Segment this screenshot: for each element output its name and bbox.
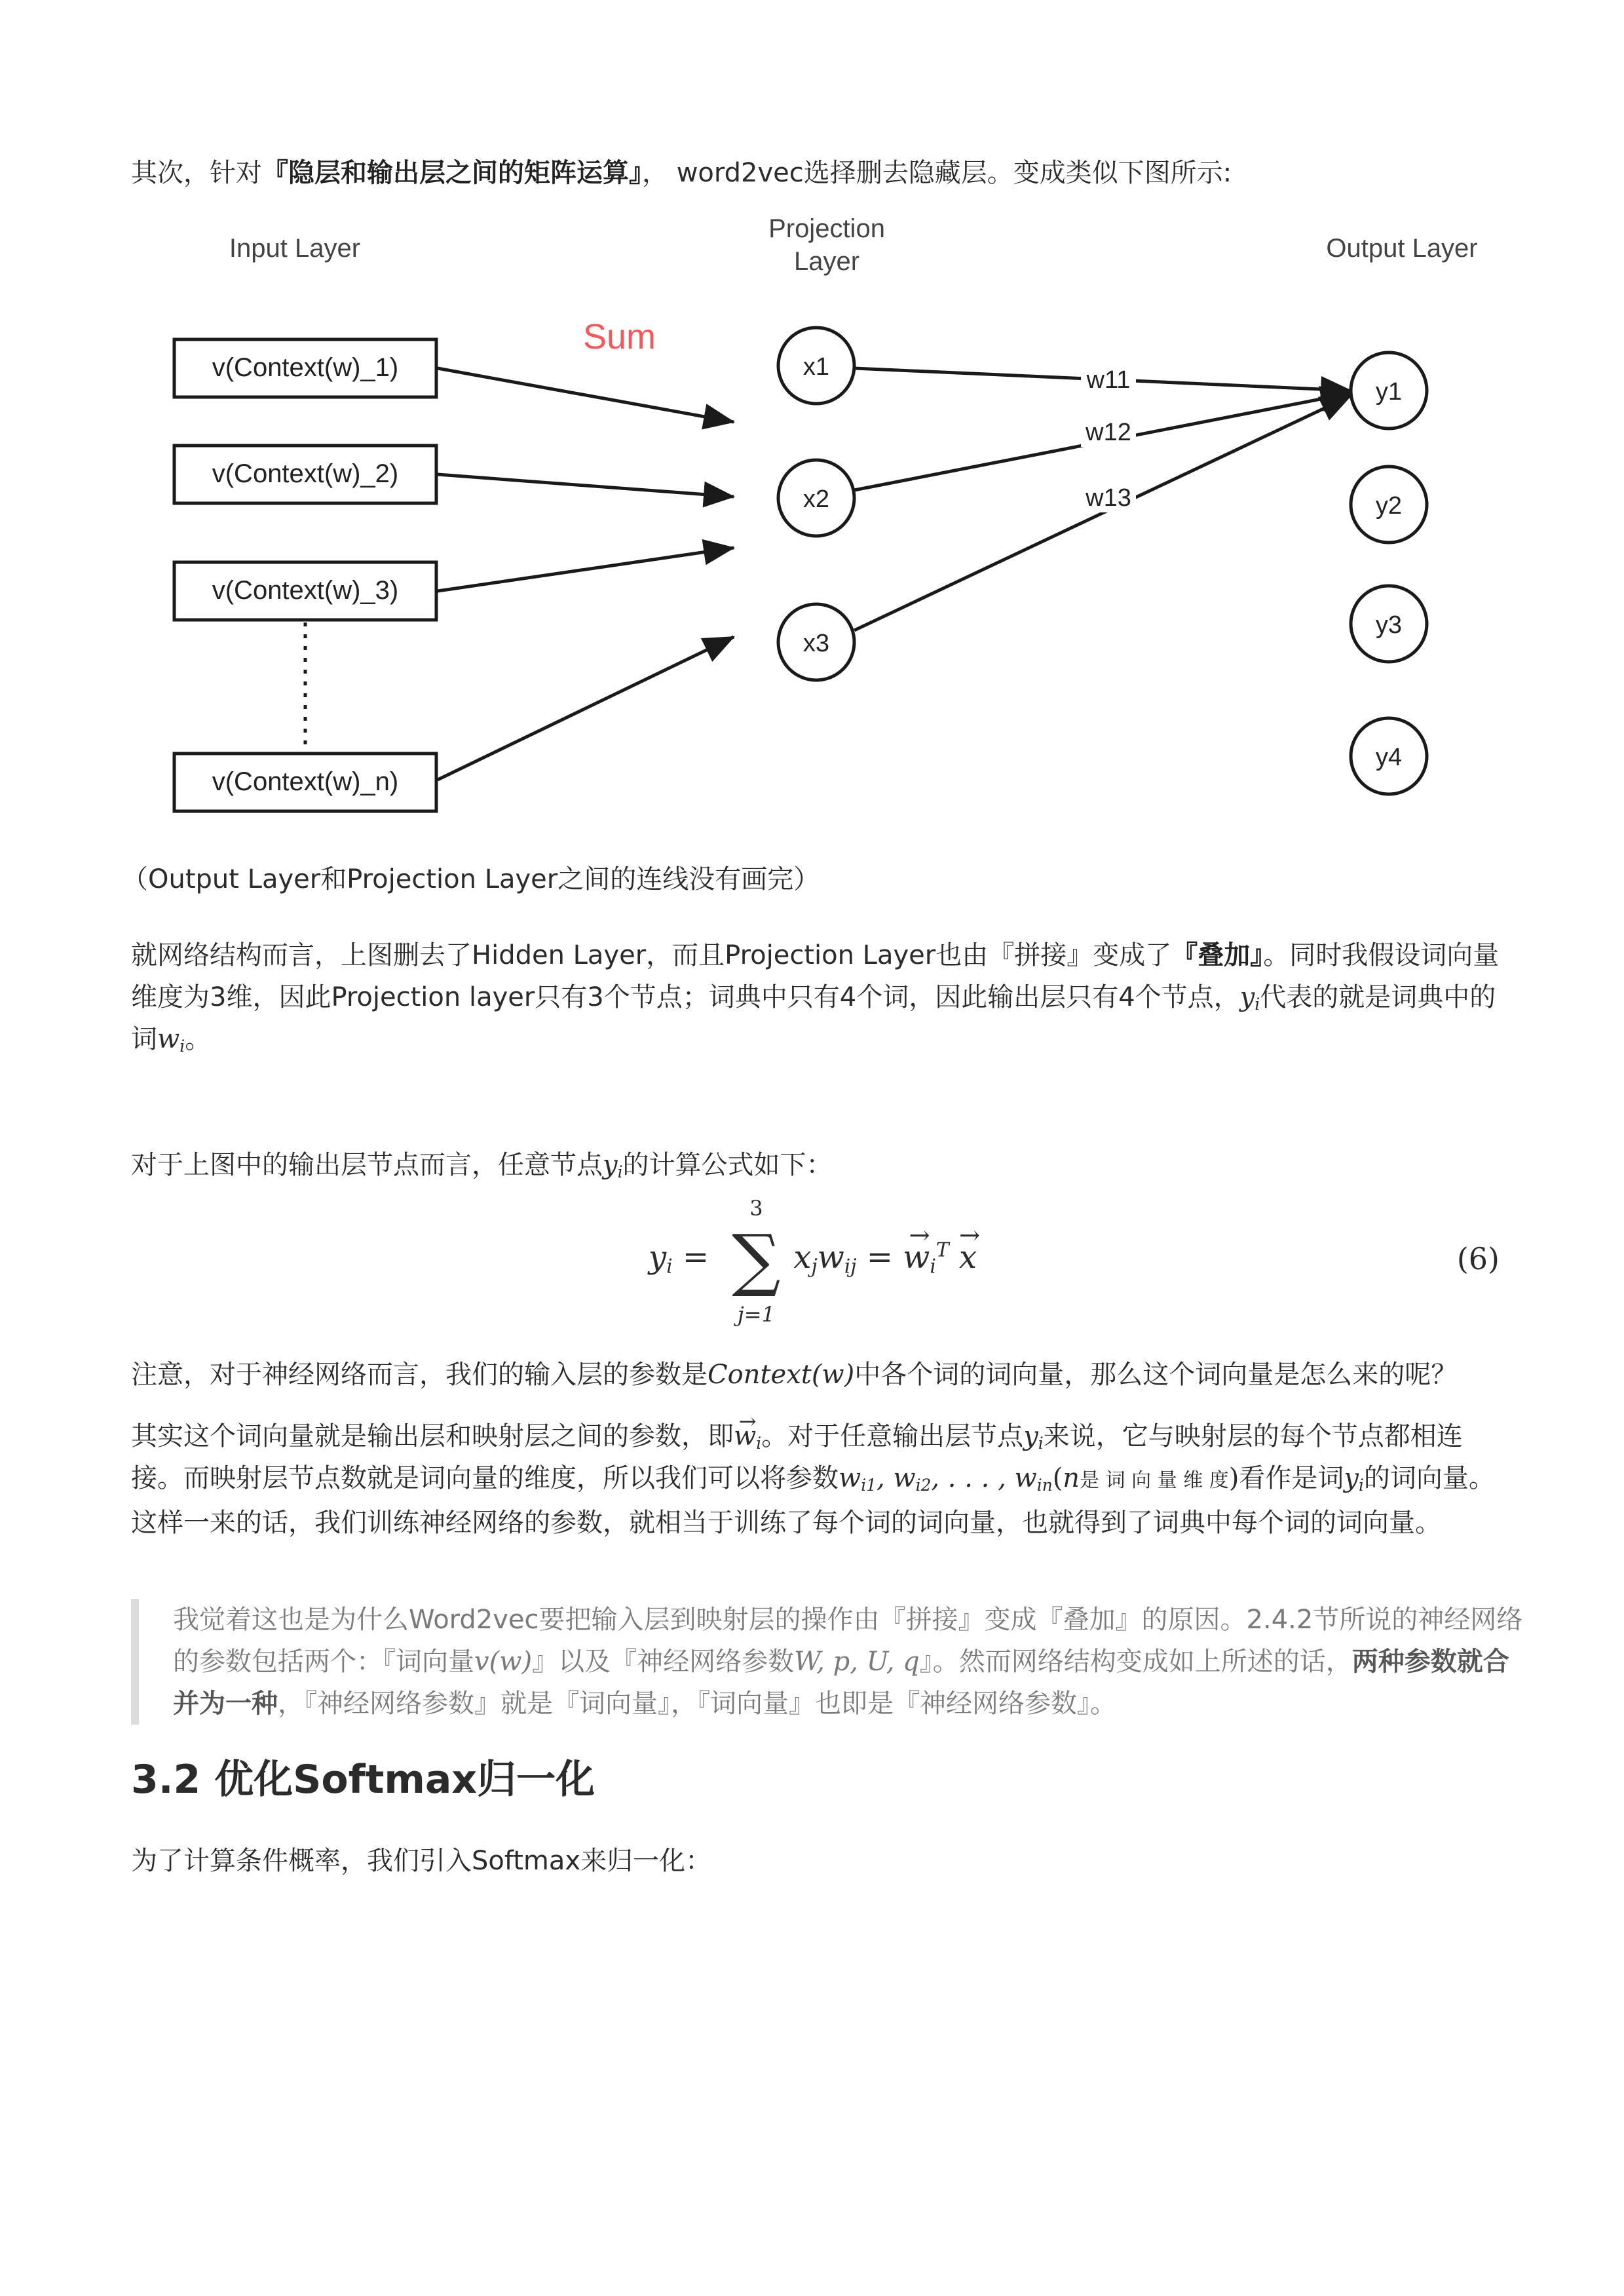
sum-upper-limit: 3 (749, 1196, 763, 1221)
paragraph-structure (131, 934, 1507, 1060)
sum-label: Sum (583, 317, 656, 356)
projection-node-label: x1 (803, 353, 830, 381)
para3-text-2: 中各个词的词向量，那么这个词向量是怎么来的呢？ (854, 1360, 1458, 1390)
output-node-y4 (1351, 718, 1427, 794)
weight-label-w13: w13 (1086, 484, 1131, 512)
sum-arrow-3 (438, 548, 734, 591)
para4-text-2: 。对于任意输出层节点 (761, 1421, 1024, 1451)
weight-label-w11: w11 (1086, 366, 1131, 394)
intro-paragraph (131, 152, 1507, 194)
quote-text-3: 』。然而网络结构变成如上所述的话， (919, 1647, 1352, 1677)
output-node-y1 (1351, 353, 1427, 429)
projection-node-label: x2 (803, 486, 830, 513)
para3-text: 注意，对于神经网络而言，我们的输入层的参数是 (131, 1360, 708, 1390)
para4-text-3: 来说，它与映射层的每个节点都相连接。而映射层节点数就是词向量的维度，所以我们可以将参数 (131, 1421, 1463, 1493)
output-node-label: y1 (1375, 378, 1403, 406)
input-node-1 (174, 339, 436, 397)
input-node-3 (174, 562, 436, 620)
sum-arrow-n (438, 637, 734, 780)
paragraph-formula-intro (131, 1144, 1507, 1186)
sum-arrow-1 (438, 368, 734, 422)
math-yi: $y_i$ (603, 1150, 623, 1182)
paragraph-softmax: 为了计算条件概率，我们引入Softmax来归一化： (131, 1846, 712, 1876)
equation-body: $y_i$ = 3 ∑ j=1 $x_jw_{ij}$ = → $w_i^T \to x$ (649, 1225, 977, 1293)
quote-bold: 两种参数就合并为一种 (173, 1647, 1509, 1719)
output-node-label: y4 (1375, 744, 1403, 771)
output-node-label: y2 (1375, 492, 1403, 520)
para4-text: 其实这个词向量就是输出层和映射层之间的参数，即 (131, 1421, 734, 1451)
network-diagram (131, 197, 1533, 852)
para1-text: 就网络结构而言，上图删去了Hidden Layer，而且Projection Layer也由『拼接』变成了 (131, 940, 1172, 970)
para1-bold: 『叠加』 (1171, 940, 1264, 970)
projection-node-x1 (778, 328, 854, 404)
input-node-label: v(Context(w)_3) (212, 576, 399, 605)
math-params: W, p, U, q (794, 1647, 920, 1677)
quote-text-2: 』以及『神经网络参数 (532, 1647, 795, 1677)
para4-text-5: 的词向量。这样一来的话，我们训练神经网络的参数，就相当于训练了每个词的词向量，也就得到了词典中每个词的词向量。 (131, 1463, 1495, 1538)
sum-lower-limit: j=1 (737, 1302, 775, 1327)
paragraph-explanation: 其实这个词向量就是输出层和映射层之间的参数，即→ $w_i$。对于任意输出层节点$y_i$来说，它与映射层的每个节点都相连接。而映射层节点数就是词向量的维度，所以我们可以将参数$w_{i1}$, $w_{i2}$, . . . , $w_{in}(n$是 词 向 量 维 度)看作是词$y_i$的词向量。这样一来的话，我们训练神经网络的参数，就相当于训练了每个词的词向量，也就得到了词典中每个词的词向量。 (131, 1415, 1507, 1544)
input-layer-title: Input Layer (229, 234, 361, 263)
input-node-label: v(Context(w)_2) (212, 459, 399, 488)
intro-text-end: ， word2vec选择删去隐藏层。变成类似下图所示: (642, 158, 1232, 188)
blockquote (131, 1599, 1529, 1725)
projection-node-x2 (778, 460, 854, 536)
output-node-y3 (1351, 586, 1427, 662)
math-wi: $w_i$ (157, 1024, 185, 1056)
para1-text-2: 。同时我假设词向量维度为3维，因此Projection layer只有3个节点；词典中只有4个词，因此输出层只有4个节点， (131, 940, 1500, 1012)
math-context-w: Context(w) (708, 1360, 855, 1390)
math-weights: $w_{i1}$, $w_{i2}$, . . . , $w_{in}$ (839, 1463, 1053, 1495)
quote-text-4: ，『神经网络参数』就是『词向量』，『词向量』也即是『神经网络参数』。 (278, 1689, 1116, 1719)
math-wi-vector: → $w_i$ (734, 1415, 761, 1457)
intro-bold: 『隐层和输出层之间的矩阵运算』 (262, 158, 642, 188)
para4-note: 是 词 向 量 维 度 (1080, 1469, 1229, 1492)
input-node-label: v(Context(w)_1) (212, 353, 399, 382)
output-node-y2 (1351, 467, 1427, 543)
input-node-label: v(Context(w)_n) (212, 767, 399, 796)
math-yi: $y_i$ (1344, 1463, 1364, 1495)
input-node-n (174, 754, 436, 811)
para2-text: 对于上图中的输出层节点而言，任意节点 (131, 1150, 603, 1180)
output-layer-title: Output Layer (1326, 234, 1478, 263)
para2-text-2: 的计算公式如下： (622, 1150, 833, 1180)
projection-node-label: x3 (803, 630, 830, 657)
para1-text-3: 代表的就是词典中的词 (131, 982, 1496, 1054)
projection-node-x3 (778, 604, 854, 680)
paragraph-question (131, 1354, 1507, 1396)
para4-text-4: 看作是词 (1239, 1463, 1344, 1493)
projection-layer-title-2: Layer (793, 247, 860, 276)
quote-text: 我觉着这也是为什么Word2vec要把输入层到映射层的操作由『拼接』变成『叠加』的原因。2.4.2节所说的神经网络的参数包括两个：『词向量 (173, 1605, 1523, 1677)
projection-layer-title: Projection (768, 214, 885, 243)
math-yi: $y_i$ (1023, 1421, 1044, 1453)
weight-label-w12: w12 (1086, 419, 1131, 446)
intro-text: 其次，针对 (131, 158, 262, 188)
math-yi: $y_i$ (1239, 982, 1260, 1014)
section-heading: 3.2 优化Softmax归一化 (131, 1757, 595, 1803)
sum-arrow-2 (438, 474, 734, 497)
equation-number: (6) (1456, 1241, 1500, 1276)
figure-caption: （Output Layer和Projection Layer之间的连线没有画完） (122, 864, 820, 894)
math-vw: v(w) (474, 1647, 533, 1677)
para1-text-4: 。 (185, 1024, 212, 1054)
output-node-label: y3 (1375, 611, 1403, 639)
equation-6 (0, 1196, 1624, 1343)
input-node-2 (174, 446, 436, 503)
